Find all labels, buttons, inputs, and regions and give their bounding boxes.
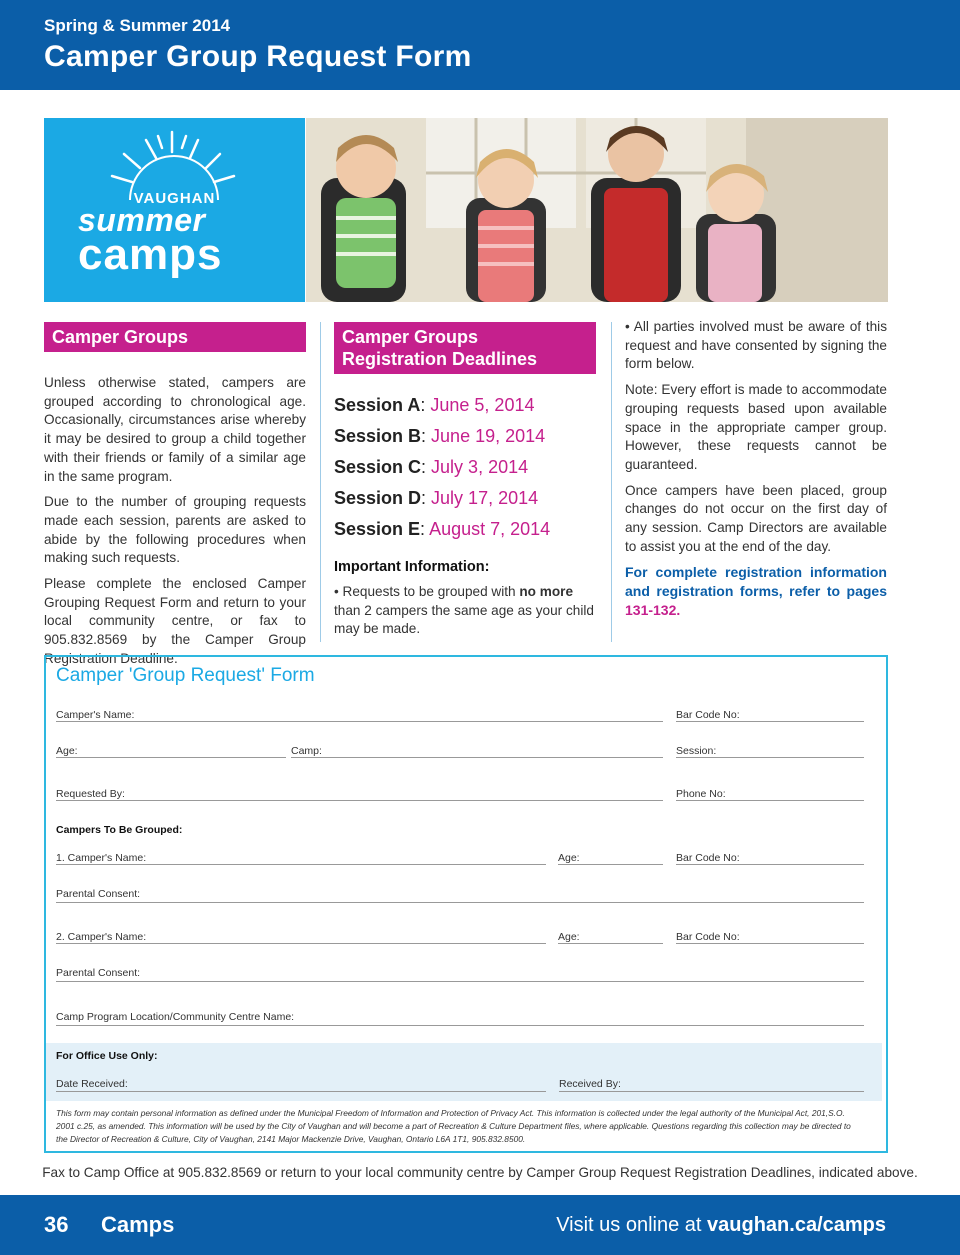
important-text-pre: • Requests to be grouped with [334,584,520,599]
camper2-consent-field[interactable] [56,981,864,982]
session-label: Session D [334,488,422,508]
campers-to-be-grouped-label: Campers To Be Grouped: [56,824,183,836]
session-date: July 3, 2014 [431,457,529,477]
camper1-bar-code-field[interactable] [676,864,864,865]
children-illustration [306,118,888,302]
registration-pages: 131-132. [625,602,681,619]
date-received-field[interactable] [56,1091,546,1092]
camper-groups-paragraph-3: Please complete the enclosed Camper Grouping Request Form and return to your local community centre, or fax to 905.832.8569 by the Camper Group Registration Deadline. [44,576,306,666]
season-label: Spring & Summer 2014 [44,16,231,35]
campers-name-label: Camper's Name: [56,709,135,721]
column-divider [320,322,321,642]
session-row: Session A: June 5, 2014 [334,395,535,415]
camper-groups-heading: Camper Groups [44,322,306,352]
page-number: 36 [44,1212,69,1237]
office-use-section [46,1043,882,1101]
form-title: Camper 'Group Request' Form [56,665,315,686]
session-row: Session C: July 3, 2014 [334,457,529,477]
session-date: June 19, 2014 [431,426,546,446]
camper1-consent-field[interactable] [56,902,864,903]
camper2-age-field[interactable] [558,943,663,944]
received-by-label: Received By: [559,1078,621,1090]
page-title: Camper Group Request Form [44,40,472,73]
deadlines-heading-line2: Registration Deadlines [342,349,538,369]
phone-field[interactable] [676,800,864,801]
age-label: Age: [56,745,78,757]
logo-summer-text: summer [78,202,206,238]
office-use-label: For Office Use Only: [56,1050,158,1062]
camp-field[interactable] [291,757,663,758]
camper2-consent-label: Parental Consent: [56,967,141,979]
note-paragraph: Note: Every effort is made to accommodate grouping requests based upon available space in the appropriate camper group. However, these requests cannot be guaranteed. [625,382,887,472]
fax-instructions: Fax to Camp Office at 905.832.8569 or return to your local community centre by Camper Group Request Registration Deadlines, indicated above. [42,1165,918,1180]
deadlines-heading-line1: Camper Groups [342,327,479,347]
deadlines-heading [334,322,596,374]
camper1-name-field[interactable] [56,864,546,865]
column-divider [611,322,612,642]
requested-by-field[interactable] [56,800,663,801]
camp-label: Camp: [291,745,322,757]
date-received-label: Date Received: [56,1078,128,1090]
session-field[interactable] [676,757,864,758]
camper1-name-label: 1. Camper's Name: [56,852,147,864]
section-name: Camps [101,1212,175,1237]
important-info-text [334,583,596,639]
page-header [0,0,960,90]
camper-groups-paragraph-2: Due to the number of grouping requests made each session, parents are asked to abide by the following procedures when making such requests. [44,494,306,566]
session-row: Session D: July 17, 2014 [334,488,539,508]
camper2-age-label: Age: [558,931,580,943]
logo-vaughan-text: VAUGHAN [133,190,216,207]
session-date: July 17, 2014 [431,488,539,508]
camper2-name-label: 2. Camper's Name: [56,931,147,943]
deadlines-column [334,322,596,646]
session-label: Session E [334,519,421,539]
important-text-bold: no more [519,584,573,599]
session-label: Session C [334,457,422,477]
camper1-consent-label: Parental Consent: [56,888,141,900]
camper2-name-field[interactable] [56,943,546,944]
session-row: Session B: June 19, 2014 [334,426,546,446]
camper2-bar-code-field[interactable] [676,943,864,944]
requested-by-label: Requested By: [56,788,125,800]
page-footer [0,1195,960,1255]
bar-code-label: Bar Code No: [676,709,740,721]
location-label: Camp Program Location/Community Centre Name: [56,1011,295,1023]
notes-column [625,318,887,620]
campers-name-field[interactable] [56,721,663,722]
group-request-form [44,655,888,1153]
camper1-age-field[interactable] [558,864,663,865]
camper1-age-label: Age: [558,852,580,864]
important-info-heading: Important Information: [334,559,490,575]
registration-info-link[interactable] [625,563,887,620]
bar-code-field[interactable] [676,721,864,722]
age-field[interactable] [56,757,286,758]
session-label: Session B [334,426,422,446]
children-photo [306,118,888,302]
session-label: Session: [676,745,717,757]
visit-prefix: Visit us online at [556,1214,708,1236]
banner [44,118,888,302]
session-date: August 7, 2014 [429,519,551,539]
important-text-post: than 2 campers the same age as your child may be made. [334,602,594,637]
received-by-field[interactable] [559,1091,864,1092]
location-field[interactable] [56,1025,864,1026]
registration-info-text: For complete registration information and registration forms, refer to pages [625,564,887,600]
session-label: Session A [334,395,421,415]
privacy-notice: This form may contain personal information as defined under the Municipal Freedom of Information and Protection of Privacy Act. This information is collected under the legal authority of the Municipal Act, 201,S.O. 2001 c.25, as amended. This information will be used by the City of Vaughan and will become a part of Recreation & Culture Department files, where applicable. Questions regarding this collection may be directed to the Director of Recreation & Culture, City of Vaughan, 2141 Major Mackenzie Drive, Vaughan, Ontario L6A 1T1, 905.832.8500. [56,1108,851,1144]
camper-groups-column [44,322,306,676]
placement-paragraph: Once campers have been placed, group changes do not occur on the first day of any session. Camp Directors are available to assist you at the end of the day. [625,482,887,554]
website-link[interactable]: vaughan.ca/camps [707,1214,886,1236]
visit-online-text [556,1214,886,1237]
camper1-bar-code-label: Bar Code No: [676,852,740,864]
phone-label: Phone No: [676,788,726,800]
camper2-bar-code-label: Bar Code No: [676,931,740,943]
consent-bullet: • All parties involved must be aware of this request and have consented by signing the form below. [625,319,887,372]
camper-groups-paragraph-1: Unless otherwise stated, campers are grouped according to chronological age. Occasionally, circumstances arise whereby it may be desired to group a child together with their friends or family of a similar age in the same program. [44,375,306,484]
summer-camps-logo [44,118,305,302]
logo-camps-text: camps [78,230,223,279]
session-row: Session E: August 7, 2014 [334,519,551,539]
session-date: June 5, 2014 [430,395,535,415]
